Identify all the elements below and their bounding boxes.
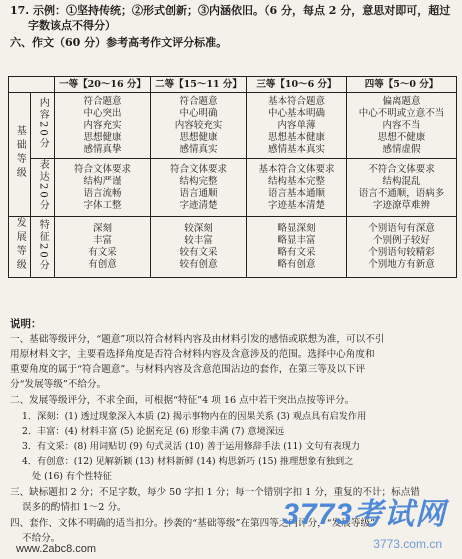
note-line: 1．深刻：(1) 透过现象深入本质 (2) 揭示事物内在的因果关系 (3) 观点具有启发作用	[22, 411, 367, 422]
note-line: 不给分。	[22, 533, 61, 544]
watermark-logo: 3773考试网	[282, 498, 446, 531]
scoring-table	[8, 76, 457, 278]
q17-line-2: 字数该点不得分）	[28, 19, 116, 32]
watermark-left: www.2abc8.com	[16, 543, 97, 555]
table-row	[9, 159, 457, 217]
note-line: 3．有文采：(8) 用词贴切 (9) 句式灵活 (10) 善于运用修辞手法 (11) 文句有表现力	[22, 441, 361, 452]
note-line: 2．丰富：(4) 材料丰富 (5) 论据充足 (6) 形象丰满 (7) 意境深远	[22, 426, 285, 437]
header-grade-2: 二等【15～11 分】	[151, 77, 247, 93]
cell: 符合文体要求 结构完整 语言通顺 字迹清楚	[151, 159, 247, 217]
section-6-title: 六、作文（60 分）参考高考作文评分标准。	[10, 36, 228, 49]
group-basic: 基础等级	[9, 93, 31, 217]
corner-cell	[9, 77, 55, 93]
cell: 基本符合题意 中心基本明确 内容单薄 思想基本健康 感情基本真实	[247, 93, 347, 159]
note-line: 三、缺标题扣 2 分；不足字数，每少 50 字扣 1 分；每一个错别字扣 1 分，重复的不计；标点错	[10, 487, 420, 498]
row-label-content: 内容20分	[31, 93, 55, 159]
cell: 个别语句有深意 个别例子较好 个别语句较精彩 个别地方有新意	[347, 217, 457, 278]
notes-title: 说明：	[10, 318, 42, 330]
note-line: 一、基础等级评分，“题意”项以符合材料内容及由材料引发的感悟或联想为准，可以不引	[10, 334, 385, 345]
cell: 不符合文体要求 结构混乱 语言不通顺，语病多 字迹潦草难辨	[347, 159, 457, 217]
note-line: 四、套作、文体不明确的适当扣分。抄袭的“基础等级”在第四等之内评分，“发展等级”	[10, 518, 375, 529]
note-line: 二、发展等级评分，不求全面，可根据“特征”4 项 16 点中若干突出点按等评分。	[10, 395, 355, 406]
header-grade-3: 三等【10～6 分】	[247, 77, 347, 93]
cell: 略显深刻 略显丰富 略有文采 略有创意	[247, 217, 347, 278]
header-grade-4: 四等【5～0 分】	[347, 77, 457, 93]
note-line: 重要角度的属于“符合题意”。与材料内容及含意范围沾边的套作，在第三等及以下评	[10, 364, 366, 375]
group-development: 发展等级	[9, 217, 31, 278]
watermark-url: 3773.com.cn	[373, 537, 442, 551]
cell: 基本符合文体要求 结构基本完整 语言基本通顺 字迹基本清楚	[247, 159, 347, 217]
cell: 较深刻 较丰富 较有文采 较有创意	[151, 217, 247, 278]
table-row	[9, 93, 457, 159]
note-line: 处 (16) 有个性特征	[32, 471, 112, 482]
note-line: 误多的酌情扣 1～2 分。	[22, 502, 127, 513]
row-label-features: 特征20分	[31, 217, 55, 278]
note-line: 分“发展等级”不给分。	[10, 379, 107, 390]
q17-line-1: 17. 示例：①坚持传统；②形式创新；③内涵依旧。（6 分，每点 2 分，意思对即可，超过	[10, 4, 451, 17]
table-row	[9, 217, 457, 278]
note-line: 用原材料文字，主要看选择角度是否符合材料内容及含意涉及的范围。选择中心角度和	[10, 349, 375, 360]
cell: 深刻 丰富 有文采 有创意	[55, 217, 151, 278]
cell: 符合文体要求 结构严谨 语言流畅 字体工整	[55, 159, 151, 217]
table-header-row	[9, 77, 457, 93]
cell: 偏离题意 中心不明或立意不当 内容不当 思想不健康 感情虚假	[347, 93, 457, 159]
note-line: 4．有创意：(12) 见解新颖 (13) 材料新鲜 (14) 构思新巧 (15) 推理想象有独到之	[22, 456, 354, 467]
row-label-expression: 表达20分	[31, 159, 55, 217]
cell: 符合题意 中心突出 内容充实 思想健康 感情真挚	[55, 93, 151, 159]
header-grade-1: 一等【20～16 分】	[55, 77, 151, 93]
cell: 符合题意 中心明确 内容较充实 思想健康 感情真实	[151, 93, 247, 159]
